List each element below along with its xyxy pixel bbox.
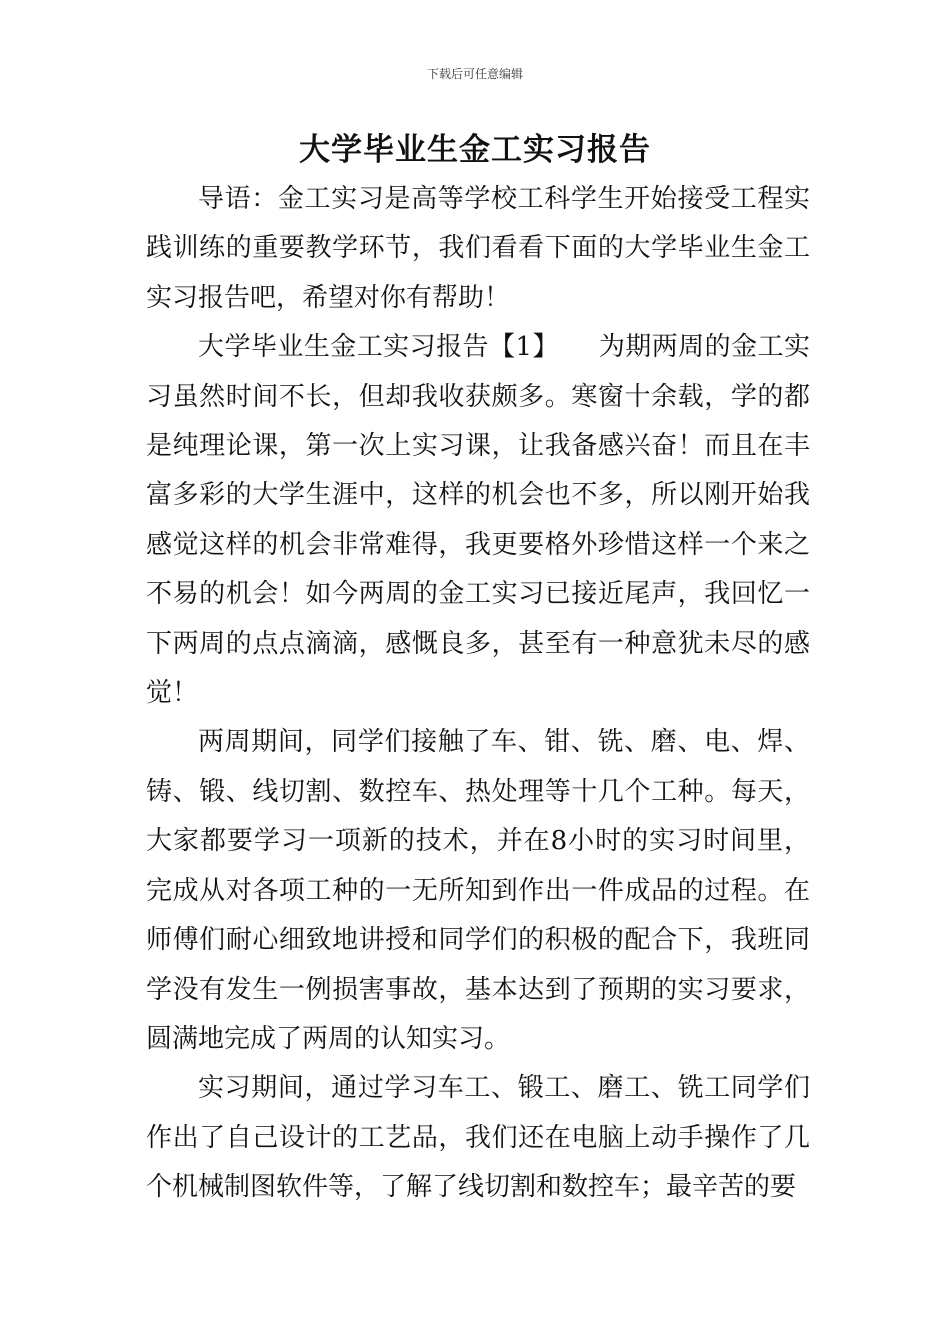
- paragraph-work-types: 两周期间，同学们接触了车、钳、铣、磨、电、焊、铸、锻、线切割、数控车、热处理等十几个工种。每天，大家都要学习一项新的技术，并在8小时的实习时间里，完成从对各项工种的一无所知到作出一件成品的过程。在师傅们耐心细致地讲授和同学们的积极的配合下，我班同学没有发生一例损害事故，基本达到了预期的实习要求，圆满地完成了两周的认知实习。: [146, 727, 810, 1054]
- document-body: [146, 175, 810, 1213]
- header-note: 下载后可任意编辑: [426, 67, 523, 81]
- paragraph-report-1: 大学毕业生金工实习报告【1】 为期两周的金工实习虽然时间不长，但却我收获颇多。寒窗十余载，学的都是纯理论课，第一次上实习课，让我备感兴奋！而且在丰富多彩的大学生涯中，这样的机会也不多，所以刚开始我感觉这样的机会非常难得，我更要格外珍惜这样一个来之不易的机会！如今两周的金工实习已接近尾声，我回忆一下两周的点点滴滴，感慨良多，甚至有一种意犹未尽的感觉！: [146, 332, 810, 709]
- document-title: 大学毕业生金工实习报告: [299, 132, 651, 168]
- paragraph-practice: 实习期间，通过学习车工、锻工、磨工、铣工同学们作出了自己设计的工艺品，我们还在电脑上动手操作了几个机械制图软件等，了解了线切割和数控车；最辛苦的要: [146, 1073, 810, 1203]
- paragraph-intro: 导语：金工实习是高等学校工科学生开始接受工程实践训练的重要教学环节，我们看看下面的大学毕业生金工实习报告吧，希望对你有帮助！: [146, 184, 810, 313]
